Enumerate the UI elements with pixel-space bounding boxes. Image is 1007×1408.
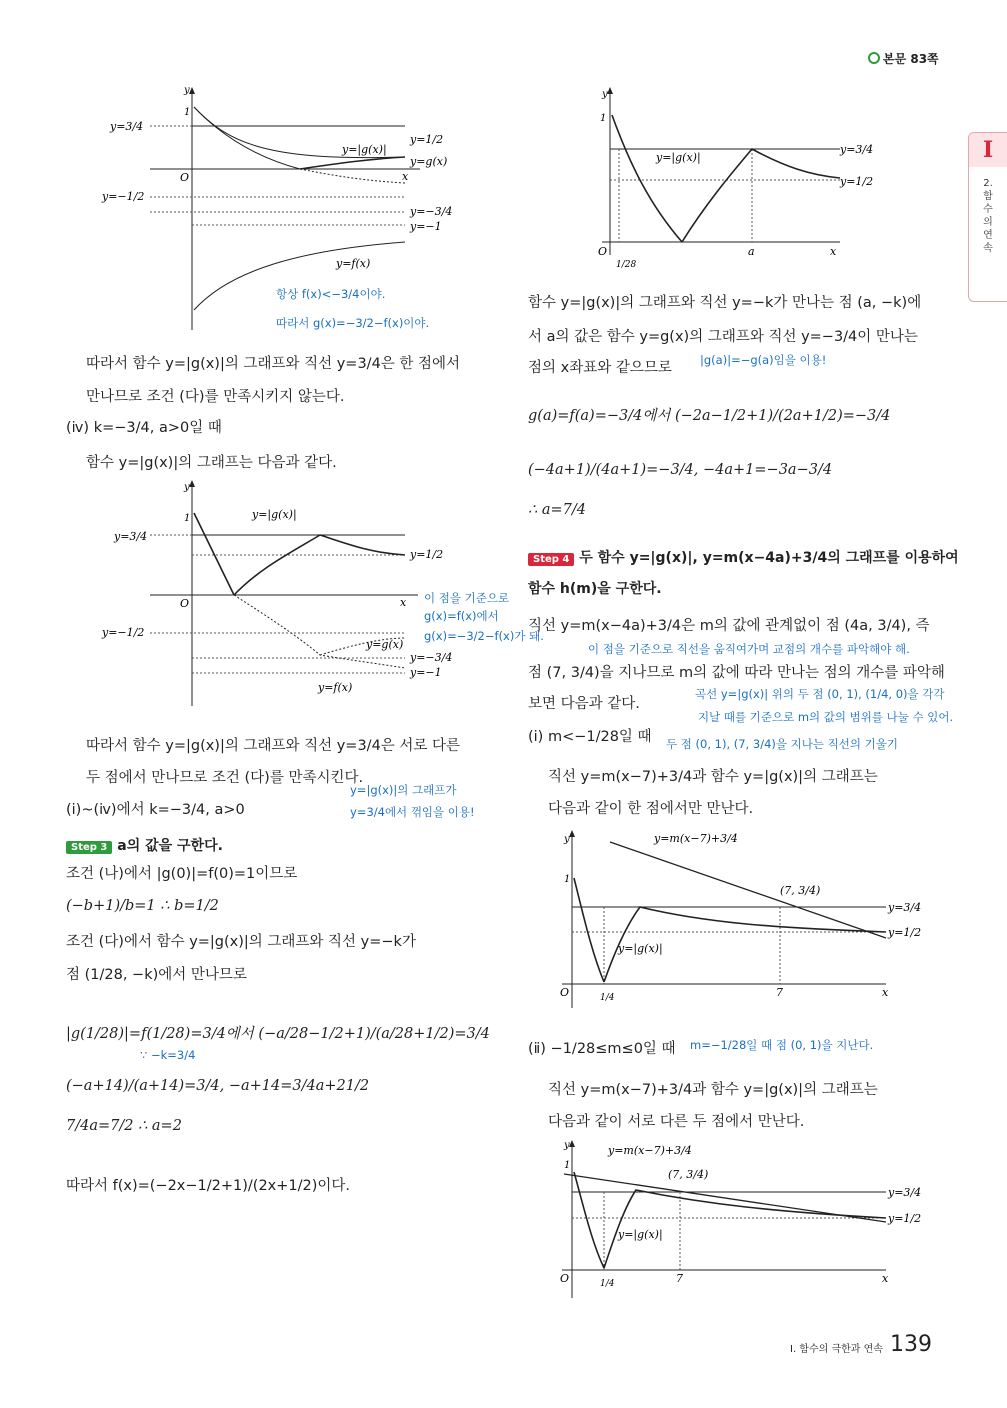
left-p9: 점 (1/28, −k)에서 만나므로 (66, 967, 247, 983)
tick-7: 7 (776, 986, 783, 999)
label-abs-g: y=|g(x)| (656, 151, 701, 164)
step-4-title-2: 함수 h(m)을 구한다. (528, 581, 662, 597)
origin-label: O (560, 1272, 570, 1285)
y-axis-label: y (184, 85, 190, 96)
page-number: 139 (890, 1332, 932, 1357)
label-y-3-4: y=3/4 (888, 901, 922, 914)
label-line: y=m(x−7)+3/4 (654, 832, 738, 845)
x-axis-label: x (400, 596, 407, 609)
label-y-neg-1-2: y=−1/2 (102, 190, 145, 203)
right-p9: 직선 y=m(x−7)+3/4과 함수 y=|g(x)|의 그래프는 (548, 1082, 878, 1098)
step-4-title: 두 함수 y=|g(x)|, y=m(x−4a)+3/4의 그래프를 이용하여 (579, 550, 959, 566)
tick-1-4: 1/4 (600, 993, 615, 1003)
label-abs-g: y=|g(x)| (342, 143, 387, 156)
label-y-neg-1: y=−1 (410, 666, 442, 679)
label-f: y=f(x) (336, 257, 371, 270)
label-abs-g: y=|g(x)| (252, 508, 297, 521)
label-g: y=g(x) (410, 155, 448, 168)
tick-a: a (748, 245, 755, 258)
note-1a: 항상 f(x)<−3/4이야. (276, 287, 386, 301)
left-p2: 만나므로 조건 (다)를 만족시키지 않는다. (86, 389, 345, 405)
right-p10: 다음과 같이 서로 다른 두 점에서 만난다. (548, 1114, 805, 1130)
left-eq1: (−b+1)/b=1 ∴ b=1/2 (66, 898, 219, 914)
left-p5: 두 점에서 만나므로 조건 (다)를 만족시킨다. (86, 770, 364, 786)
step-3-title: a의 값을 구한다. (117, 838, 223, 854)
right-note-2: 이 점을 기준으로 직선을 움직여가며 교점의 개수를 파악해야 해. (588, 642, 910, 656)
right-note-1: |g(a)|=−g(a)임을 이용! (700, 353, 827, 367)
left-eq2-note: ∵ −k=3/4 (140, 1048, 196, 1062)
right-note-4: 지날 때를 기준으로 m의 값의 범위를 나눌 수 있어. (698, 710, 954, 724)
label-y-1-2: y=1/2 (888, 926, 922, 939)
x-axis-label: x (882, 986, 889, 999)
case-4-heading: (ⅳ) k=−3/4, a>0일 때 (66, 420, 222, 436)
origin-label: O (180, 597, 190, 610)
graph-3 (590, 85, 890, 270)
label-y-neg-1: y=−1 (410, 220, 442, 233)
left-eq2: |g(1/28)|=f(1/28)=3/4에서 (−a/28−1/2+1)/(a/28+1/2)=3/4 (66, 1026, 490, 1042)
label-y-1-2: y=1/2 (410, 133, 444, 146)
label-f: y=f(x) (318, 681, 353, 694)
circle-icon (868, 52, 880, 64)
label-line: y=m(x−7)+3/4 (608, 1144, 692, 1157)
right-p1: 함수 y=|g(x)|의 그래프와 직선 y=−k가 만나는 점 (a, −k)에 (528, 295, 922, 311)
note-2b: g(x)=f(x)에서 (424, 609, 499, 623)
step-4-heading (528, 547, 959, 567)
label-y-3-4: y=3/4 (114, 530, 148, 543)
x-axis-label: x (402, 170, 409, 183)
left-p8: 조건 (다)에서 함수 y=|g(x)|의 그래프와 직선 y=−k가 (66, 934, 416, 950)
label-y-3-4: y=3/4 (110, 120, 144, 133)
tick-1-28: 1/28 (616, 260, 637, 270)
right-p3: 점의 x좌표와 같으므로 (528, 360, 672, 376)
graph-4 (556, 828, 926, 1010)
y-axis-label: y (564, 1140, 570, 1151)
label-y-1-2: y=1/2 (840, 175, 874, 188)
graph-5 (556, 1138, 926, 1300)
tick-7: 7 (676, 1272, 683, 1285)
y-axis-label: y (602, 89, 608, 100)
label-y-3-4: y=3/4 (840, 143, 874, 156)
footer-section: Ⅰ. 함수의 극한과 연속 (790, 1344, 883, 1355)
label-y-3-4: y=3/4 (888, 1186, 922, 1199)
left-p6: (ⅰ)~(ⅳ)에서 k=−3/4, a>0 (66, 802, 245, 818)
note-2c: g(x)=−3/2−f(x)가 돼. (424, 629, 544, 643)
label-point: (7, 3/4) (668, 1168, 709, 1181)
note-2a: 이 점을 기준으로 (424, 591, 510, 605)
tick-1: 1 (600, 113, 607, 124)
tick-1: 1 (184, 513, 191, 524)
note-3a: y=|g(x)|의 그래프가 (350, 783, 457, 797)
right-p2: 서 a의 값은 함수 y=g(x)의 그래프와 직선 y=−3/4이 만나는 (528, 329, 918, 345)
right-eq3: ∴ a=7/4 (528, 502, 586, 518)
case-1-heading: (ⅰ) m<−1/28일 때 (528, 729, 652, 745)
right-note-6: m=−1/28일 때 점 (0, 1)을 지난다. (690, 1038, 874, 1052)
origin-label: O (560, 986, 570, 999)
left-p10: 따라서 f(x)=(−2x−1/2+1)/(2x+1/2)이다. (66, 1178, 351, 1194)
y-axis-label: y (564, 834, 570, 845)
right-p4: 직선 y=m(x−4a)+3/4은 m의 값에 관계없이 점 (4a, 3/4), 즉 (528, 618, 930, 634)
case-2-heading: (ⅱ) −1/28≤m≤0일 때 (528, 1041, 676, 1057)
left-eq4: 7/4a=7/2 ∴ a=2 (66, 1118, 182, 1134)
right-p7: 직선 y=m(x−7)+3/4과 함수 y=|g(x)|의 그래프는 (548, 769, 878, 785)
tick-1: 1 (184, 107, 191, 118)
label-y-1-2: y=1/2 (410, 548, 444, 561)
chapter-title: 2. 함수의 연속 (983, 178, 993, 254)
right-note-5: 두 점 (0, 1), (7, 3/4)을 지나는 직선의 기울기 (666, 737, 898, 751)
step-3-heading (66, 835, 223, 855)
left-p4: 따라서 함수 y=|g(x)|의 그래프와 직선 y=3/4은 서로 다른 (86, 738, 461, 754)
right-eq1: g(a)=f(a)=−3/4에서 (−2a−1/2+1)/(2a+1/2)=−3/4 (528, 408, 891, 424)
label-y-1-2: y=1/2 (888, 1212, 922, 1225)
label-y-neg-3-4: y=−3/4 (410, 205, 453, 218)
left-p7: 조건 (나)에서 |g(0)|=f(0)=1이므로 (66, 866, 298, 882)
label-g: y=g(x) (366, 638, 404, 651)
chapter-tab[interactable] (968, 132, 1007, 302)
label-y-neg-1-2: y=−1/2 (102, 626, 145, 639)
left-p3: 함수 y=|g(x)|의 그래프는 다음과 같다. (86, 455, 337, 471)
x-axis-label: x (830, 245, 837, 258)
step-4-badge: Step 4 (528, 553, 574, 566)
label-abs-g: y=|g(x)| (618, 942, 663, 955)
right-p6: 보면 다음과 같다. (528, 696, 640, 712)
chapter-numeral: I (969, 133, 1007, 167)
right-eq2: (−4a+1)/(4a+1)=−3/4, −4a+1=−3a−3/4 (528, 462, 833, 478)
right-p5: 점 (7, 3/4)을 지나므로 m의 값에 따라 만나는 점의 개수를 파악해 (528, 665, 945, 681)
step-3-badge: Step 3 (66, 841, 112, 854)
tick-1: 1 (564, 874, 571, 885)
note-1b: 따라서 g(x)=−3/2−f(x)이야. (276, 316, 430, 330)
origin-label: O (598, 245, 608, 258)
page-ref: 본문 83쪽 (868, 50, 939, 67)
right-p8: 다음과 같이 한 점에서만 만난다. (548, 801, 754, 817)
label-y-neg-3-4: y=−3/4 (410, 651, 453, 664)
label-abs-g: y=|g(x)| (618, 1228, 663, 1241)
label-point: (7, 3/4) (780, 884, 821, 897)
tick-1: 1 (564, 1160, 571, 1171)
graph-2 (100, 478, 460, 708)
origin-label: O (180, 171, 190, 184)
left-eq3: (−a+14)/(a+14)=3/4, −a+14=3/4a+21/2 (66, 1078, 370, 1094)
left-p1: 따라서 함수 y=|g(x)|의 그래프와 직선 y=3/4은 한 점에서 (86, 356, 461, 372)
x-axis-label: x (882, 1272, 889, 1285)
right-note-3: 곡선 y=|g(x)| 위의 두 점 (0, 1), (1/4, 0)을 각각 (695, 687, 945, 701)
tick-1-4: 1/4 (600, 1279, 615, 1289)
y-axis-label: y (184, 482, 190, 493)
note-3b: y=3/4에서 꺾임을 이용! (350, 805, 475, 819)
